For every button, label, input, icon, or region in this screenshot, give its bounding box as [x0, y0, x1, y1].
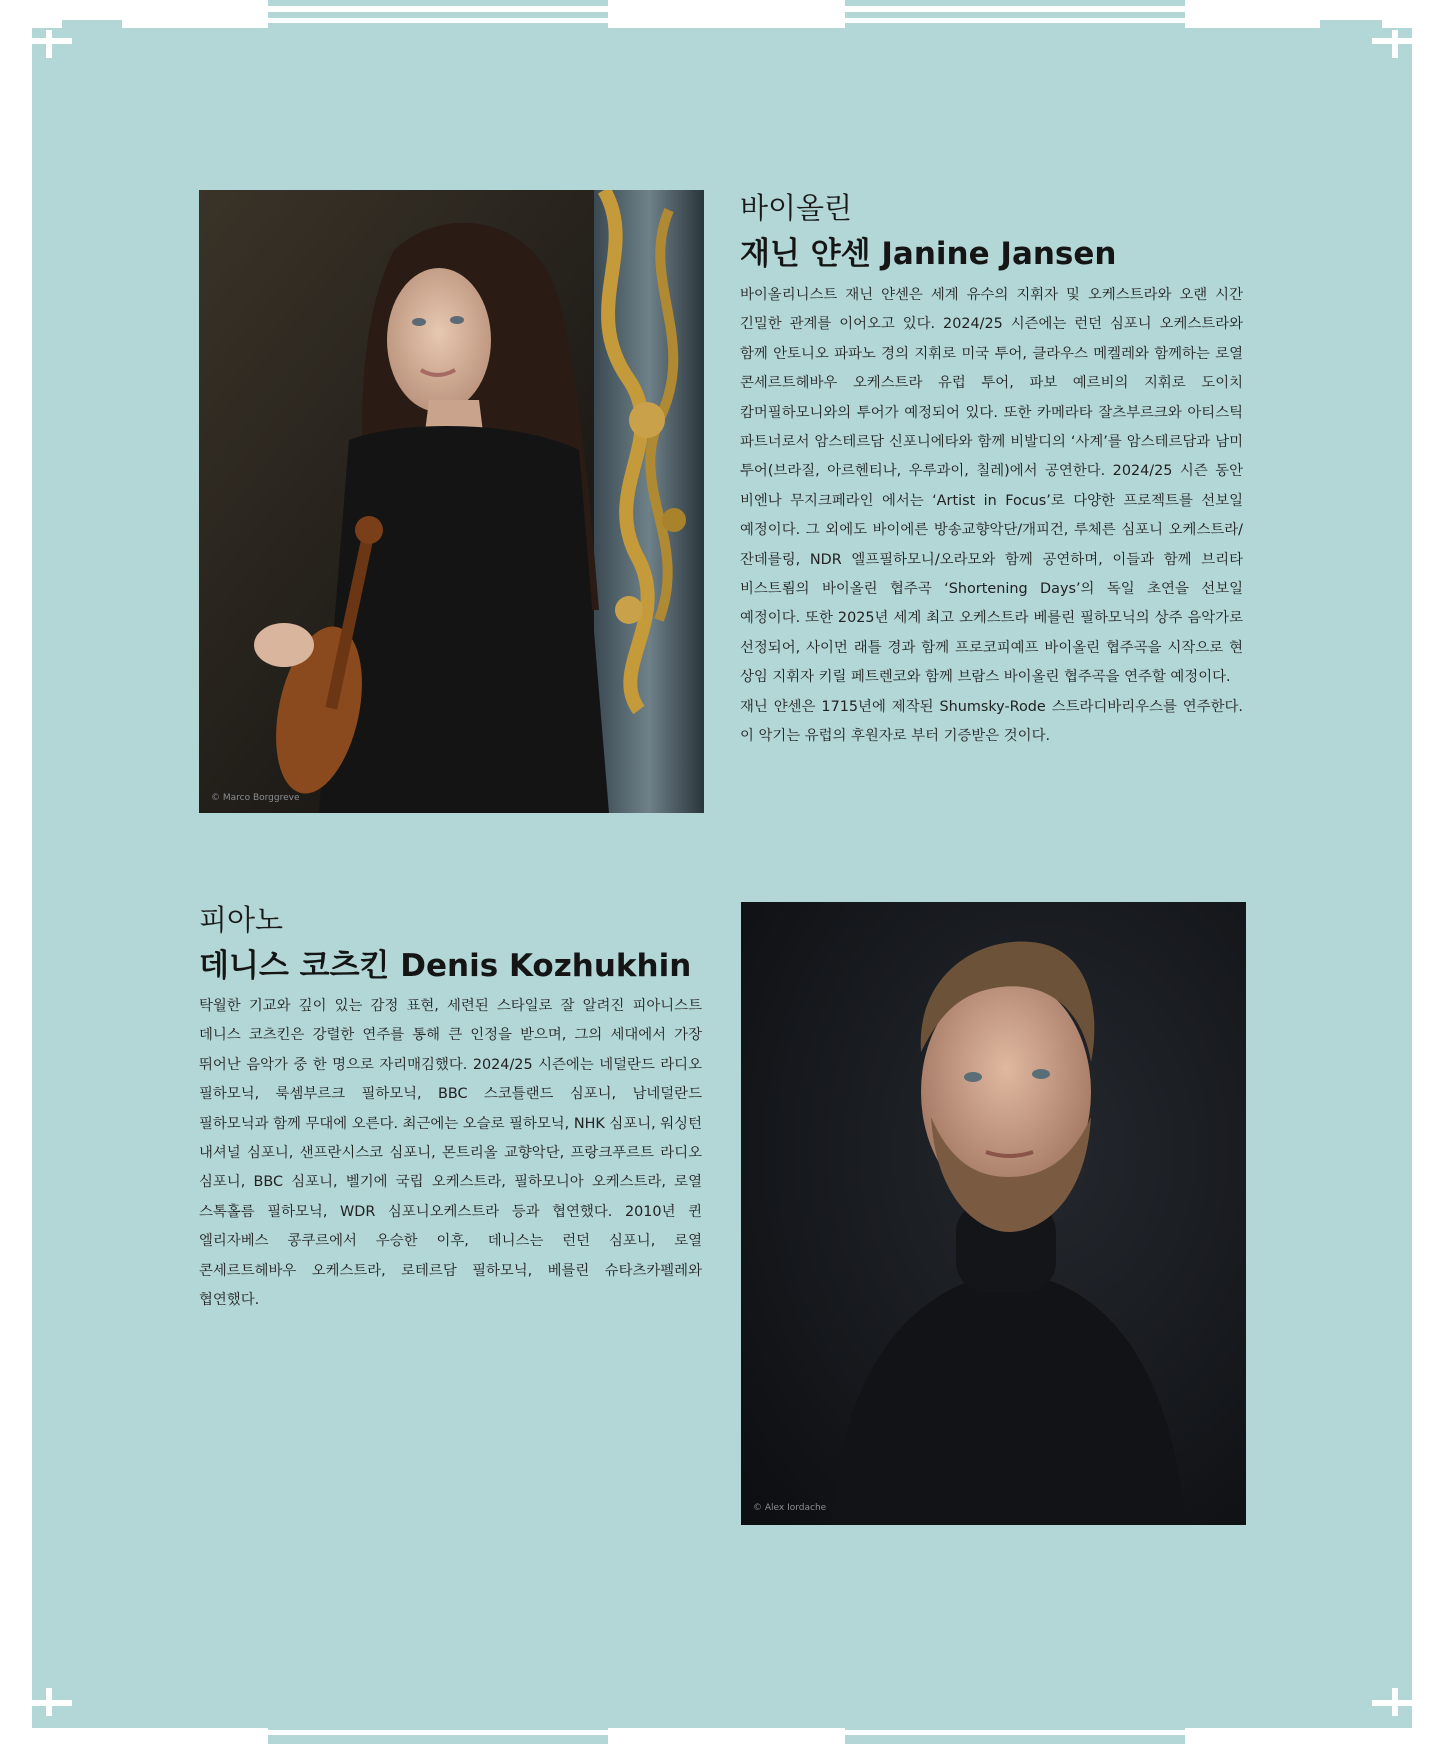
- violinist-instrument-label: 바이올린: [740, 191, 853, 225]
- violinist-photo-credit: © Marco Borggreve: [211, 793, 300, 803]
- violinist-photo: [199, 190, 704, 813]
- pianist-bio: [199, 992, 702, 1315]
- violinist-bio-instrument-note: 재닌 얀센은 1715년에 제작된 Shumsky-Rode 스트라디바리우스를 연주한다. 이 악기는 유럽의 후원자로 부터 기증받은 것이다.: [740, 698, 1243, 745]
- pianist-photo-credit: © Alex Iordache: [753, 1503, 827, 1513]
- pianist-name: 데니스 코츠킨 Denis Kozhukhin: [199, 948, 692, 984]
- pianist-instrument-label: 피아노: [199, 903, 284, 937]
- violinist-bio: [740, 281, 1243, 752]
- pianist-photo: [741, 902, 1246, 1525]
- pianist-bio-paragraph: 탁월한 기교와 깊이 있는 감정 표현, 세련된 스타일로 잘 알려진 피아니스트 데니스 코츠킨은 강렬한 연주를 통해 큰 인정을 받으며, 그의 세대에서 가장 뛰어난 음악가 중 한 명으로 자리매김했다. 2024/25 시즌에는 네덜란드 라디오 필하모닉, 룩셈부르크 필하모닉, BBC 스코틀랜드 심포니, 남네덜란드 필하모닉과 함께 무대에 오른다. 최근에는 오슬로 필하모닉, NHK 심포니, 워싱턴 내셔널 심포니, 샌프란시스코 심포니, 몬트리올 교향악단, 프랑크푸르트 라디오 심포니, BBC 심포니, 벨기에 국립 오케스트라, 필하모니아 오케스트라, 로열 스톡홀름 필하모닉, WDR 심포니오케스트라 등과 협연했다. 2010년 퀸 엘리자베스 콩쿠르에서 우승한 이후, 데니스는 런던 심포니, 로열 콘세르트헤바우 오케스트라, 로테르담 필하모닉, 베를린 슈타츠카펠레와 협연했다.: [199, 998, 702, 1309]
- violinist-name: 재닌 얀센 Janine Jansen: [740, 236, 1117, 272]
- violinist-bio-paragraph: 바이올리니스트 재닌 얀센은 세계 유수의 지휘자 및 오케스트라와 오랜 시간 긴밀한 관계를 이어오고 있다. 2024/25 시즌에는 런던 심포니 오케스트라와 함께 안토니오 파파노 경의 지휘로 미국 투어, 클라우스 메켈레와 함께하는 로열 콘세르트헤바우 오케스트라 유럽 투어, 파보 예르비의 지휘로 도이치 캄머필하모니와의 투어가 예정되어 있다. 또한 카메라타 잘츠부르크와 아티스틱 파트너로서 암스테르담 신포니에타와 함께 비발디의 ‘사계’를 암스테르담과 남미 투어(브라질, 아르헨티나, 우루과이, 칠레)에서 공연한다. 2024/25 시즌 동안 비엔나 무지크페라인 에서는 ‘Artist in Focus’로 다양한 프로젝트를 선보일 예정이다. 그 외에도 바이에른 방송교향악단/개피건, 루체른 심포니 오케스트라/잔데를링, NDR 엘프필하모니/오라모와 함께 공연하며, 이들과 함께 브리타 비스트룀의 바이올린 협주곡 ‘Shortening Days’의 독일 초연을 선보일 예정이다. 또한 2025년 세계 최고 오케스트라 베를린 필하모닉의 상주 음악가로 선정되어, 사이먼 래틀 경과 함께 프로코피예프 바이올린 협주곡을 시작으로 현 상임 지휘자 키릴 페트렌코와 함께 브람스 바이올린 협주곡을 연주할 예정이다.: [740, 287, 1243, 686]
